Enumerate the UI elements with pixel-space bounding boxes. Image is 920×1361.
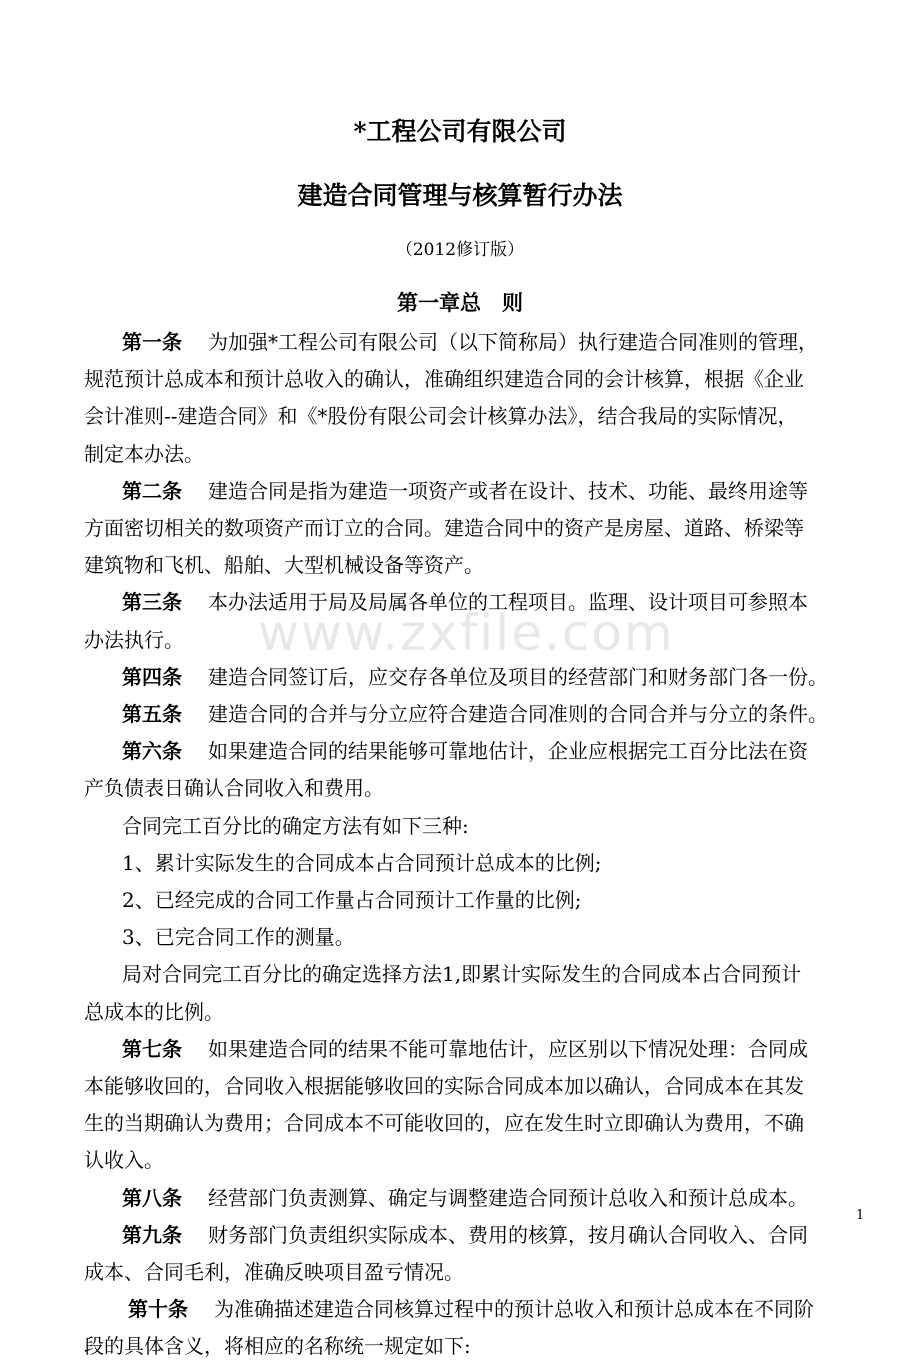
body-line	[122, 922, 864, 952]
article-number: 第九条	[122, 1223, 182, 1247]
line-text: 为准确描述建造合同核算过程中的预计总收入和预计总成本在不同阶	[214, 1297, 814, 1321]
body-line	[122, 662, 864, 692]
body-line	[84, 513, 864, 543]
line-text: 本办法适用于局及局属各单位的工程项目。监理、设计项目可参照本	[208, 590, 808, 614]
body-line	[84, 1108, 864, 1138]
body-line	[122, 587, 864, 617]
document-title: 建造合同管理与核算暂行办法	[297, 181, 623, 210]
line-text: 生的当期确认为费用；合同成本不可能收回的，应在发生时立即确认为费用，不确	[84, 1111, 804, 1135]
body-line	[84, 1331, 864, 1361]
line-text: 3、已完合同工作的测量。	[122, 925, 355, 949]
body-line	[122, 1183, 864, 1213]
article-number: 第四条	[122, 665, 182, 689]
line-text: 如果建造合同的结果不能可靠地估计，应区别以下情况处理：合同成	[208, 1037, 808, 1061]
line-text: 段的具体含义，将相应的名称统一规定如下:	[84, 1334, 471, 1358]
line-text: 建造合同是指为建造一项资产或者在设计、技术、功能、最终用途等	[208, 479, 808, 503]
body-line	[122, 327, 864, 357]
line-text: 方面密切相关的数项资产而订立的合同。建造合同中的资产是房屋、道路、桥梁等	[84, 516, 804, 540]
article-number: 第七条	[122, 1037, 182, 1061]
company-name: *工程公司有限公司	[353, 117, 567, 146]
line-text: 局对合同完工百分比的确定选择方法1,即累计实际发生的合同成本占合同预计	[122, 962, 802, 986]
line-text: 成本、合同毛利，准确反映项目盈亏情况。	[84, 1260, 464, 1284]
body-line	[122, 1034, 864, 1064]
line-text: 会计准则--建造合同》和《*股份有限公司会计核算办法》，结合我局的实际情况，	[84, 404, 798, 428]
body-line	[122, 699, 864, 729]
article-number: 第三条	[122, 590, 182, 614]
article-number: 第八条	[122, 1186, 182, 1210]
line-text: 产负债表日确认合同收入和费用。	[84, 776, 384, 800]
body-line	[84, 773, 864, 803]
edition-note: （2012修订版）	[395, 240, 525, 260]
line-text: 2、已经完成的合同工作量占合同预计工作量的比例;	[122, 888, 582, 912]
line-text: 建筑物和飞机、船舶、大型机械设备等资产。	[84, 553, 484, 577]
line-text: 办法执行。	[84, 628, 184, 652]
line-text: 规范预计总成本和预计总收入的确认，准确组织建造合同的会计核算，根据《企业	[84, 367, 804, 391]
line-text: 认收入。	[84, 1148, 164, 1172]
page-number: 1	[856, 1208, 865, 1223]
body-line	[122, 736, 864, 766]
body-line	[122, 885, 864, 915]
body-line	[84, 997, 864, 1027]
watermark: www.zxfile.com	[258, 604, 675, 662]
body-line	[84, 625, 864, 655]
body-line	[122, 959, 864, 989]
chapter-heading: 第一章总 则	[397, 290, 523, 315]
body-line	[122, 476, 864, 506]
line-text: 合同完工百分比的确定方法有如下三种:	[122, 814, 469, 838]
article-number: 第六条	[122, 739, 182, 763]
body-line	[84, 364, 864, 394]
article-number: 第十条	[128, 1297, 188, 1321]
body-line	[84, 1257, 864, 1287]
body-line	[122, 1220, 864, 1250]
line-text: 为加强*工程公司有限公司（以下简称局）执行建造合同准则的管理，	[208, 330, 818, 354]
line-text: 建造合同签订后，应交存各单位及项目的经营部门和财务部门各一份。	[208, 665, 828, 689]
line-text: 制定本办法。	[84, 442, 204, 466]
article-number: 第二条	[122, 479, 182, 503]
body-line	[122, 811, 864, 841]
body-line	[84, 1145, 864, 1175]
line-text: 如果建造合同的结果能够可靠地估计，企业应根据完工百分比法在资	[208, 739, 808, 763]
body-line	[128, 1294, 864, 1324]
line-text: 1、累计实际发生的合同成本占合同预计总成本的比例;	[122, 851, 602, 875]
body-line	[84, 1071, 864, 1101]
article-number: 第五条	[122, 702, 182, 726]
body-line	[122, 848, 864, 878]
line-text: 建造合同的合并与分立应符合建造合同准则的合同合并与分立的条件。	[208, 702, 828, 726]
body-line	[84, 401, 864, 431]
line-text: 总成本的比例。	[84, 1000, 224, 1024]
line-text: 财务部门负责组织实际成本、费用的核算，按月确认合同收入、合同	[208, 1223, 808, 1247]
body-line	[84, 550, 864, 580]
line-text: 经营部门负责测算、确定与调整建造合同预计总收入和预计总成本。	[208, 1186, 808, 1210]
body-line	[84, 439, 864, 469]
article-number: 第一条	[122, 330, 182, 354]
line-text: 本能够收回的，合同收入根据能够收回的实际合同成本加以确认，合同成本在其发	[84, 1074, 804, 1098]
